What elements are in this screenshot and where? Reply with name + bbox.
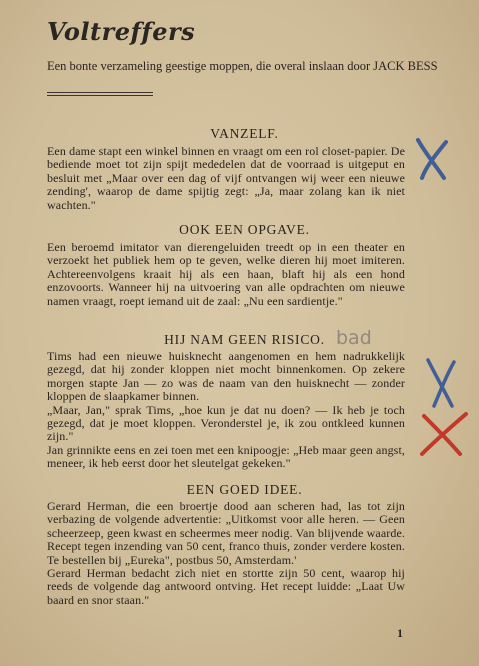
section-body-hij-nam-geen-risico: Tims had een nieuwe huisknecht aangenomen en hem nadrukkelijk gezegd, dat hij zonder kloppen niet mocht binnenkomen. Op zekere morgen stapte Jan — zo was de naam van den huisknecht — zonder kloppen de slaapkamer binnen. „Maar, Jan," sprak Tims, „hoe kun je dat nu doen? — Ik heb je toch gezegd, dat je moet kloppen. Veronderstel je, ik zou ontkleed kunnen zijn." Jan grinnikte eens en zei toen met een knipoogje: „Heb maar geen angst, meneer, ik heb eerst door het sleutelgat gekeken." (47, 349, 405, 471)
title-underline (47, 92, 153, 93)
x-mark-icon (418, 410, 470, 460)
section-body-een-goed-idee: Gerard Herman, die een broertje dood aan scheren had, las tot zijn verbazing de volgende advertentie: „Uitkomst voor alle heren. — Geen scheerzeep, geen kwast en scheermes meer nodig. Van blijvende waarde. Recept tegen inzending van 50 cent, franco thuis, zonder verdere kosten. Te bestellen bij „Eureka", postbus 50, Amsterdam.' Gerard Herman bedacht zich niet en stortte zijn 50 cent, waarop hij reeds de volgende dag antwoord ontving. Het recept luidde: „Laat Uw baard en snor staan." (47, 499, 405, 607)
section-heading-vanzelf: VANZELF. (210, 126, 279, 141)
x-mark-stroke-a (428, 360, 452, 406)
section-heading-hij-nam-geen-risico: HIJ NAM GEEN RISICO. (164, 332, 325, 347)
x-mark-icon (424, 356, 458, 410)
title-underline-second (47, 95, 153, 96)
section-heading-een-goed-idee: EEN GOED IDEE. (186, 482, 303, 497)
section-heading-ook-een-opgave: OOK EEN OPGAVE. (179, 222, 310, 237)
handwritten-note: bad (336, 327, 372, 349)
section-body-vanzelf: Een dame stapt een winkel binnen en vraagt om een rol closet-papier. De bediende moet tot zijn spijt mededelen dat de voorraad is uitgeput en besluit met „Maar over een dag of vijf ontvangen wij weer een nieuwe zending', waarop de dame spijtig zegt: „Ja, maar zolang kan ik niet wachten." (47, 144, 405, 212)
document-subtitle: Een bonte verzameling geestige moppen, die overal inslaan door JACK BESS (47, 59, 438, 73)
x-mark-icon (414, 136, 450, 182)
x-mark-stroke-b (434, 362, 454, 406)
section-body-ook-een-opgave: Een beroemd imitator van dierengeluiden treedt op in een theater en verzoekt het publiek hem op te geven, welke dieren hij moet imiteren. Achtereenvolgens kraait hij als een haan, blaft hij als een hond enzovoorts. Wanneer hij na uitvoering van alle opdrachten om nieuwe namen vraagt, roept iemand uit de zaal: „Nu een sardientje." (47, 240, 405, 308)
document-title: Voltreffers (47, 17, 196, 46)
page-number: 1 (397, 626, 403, 640)
